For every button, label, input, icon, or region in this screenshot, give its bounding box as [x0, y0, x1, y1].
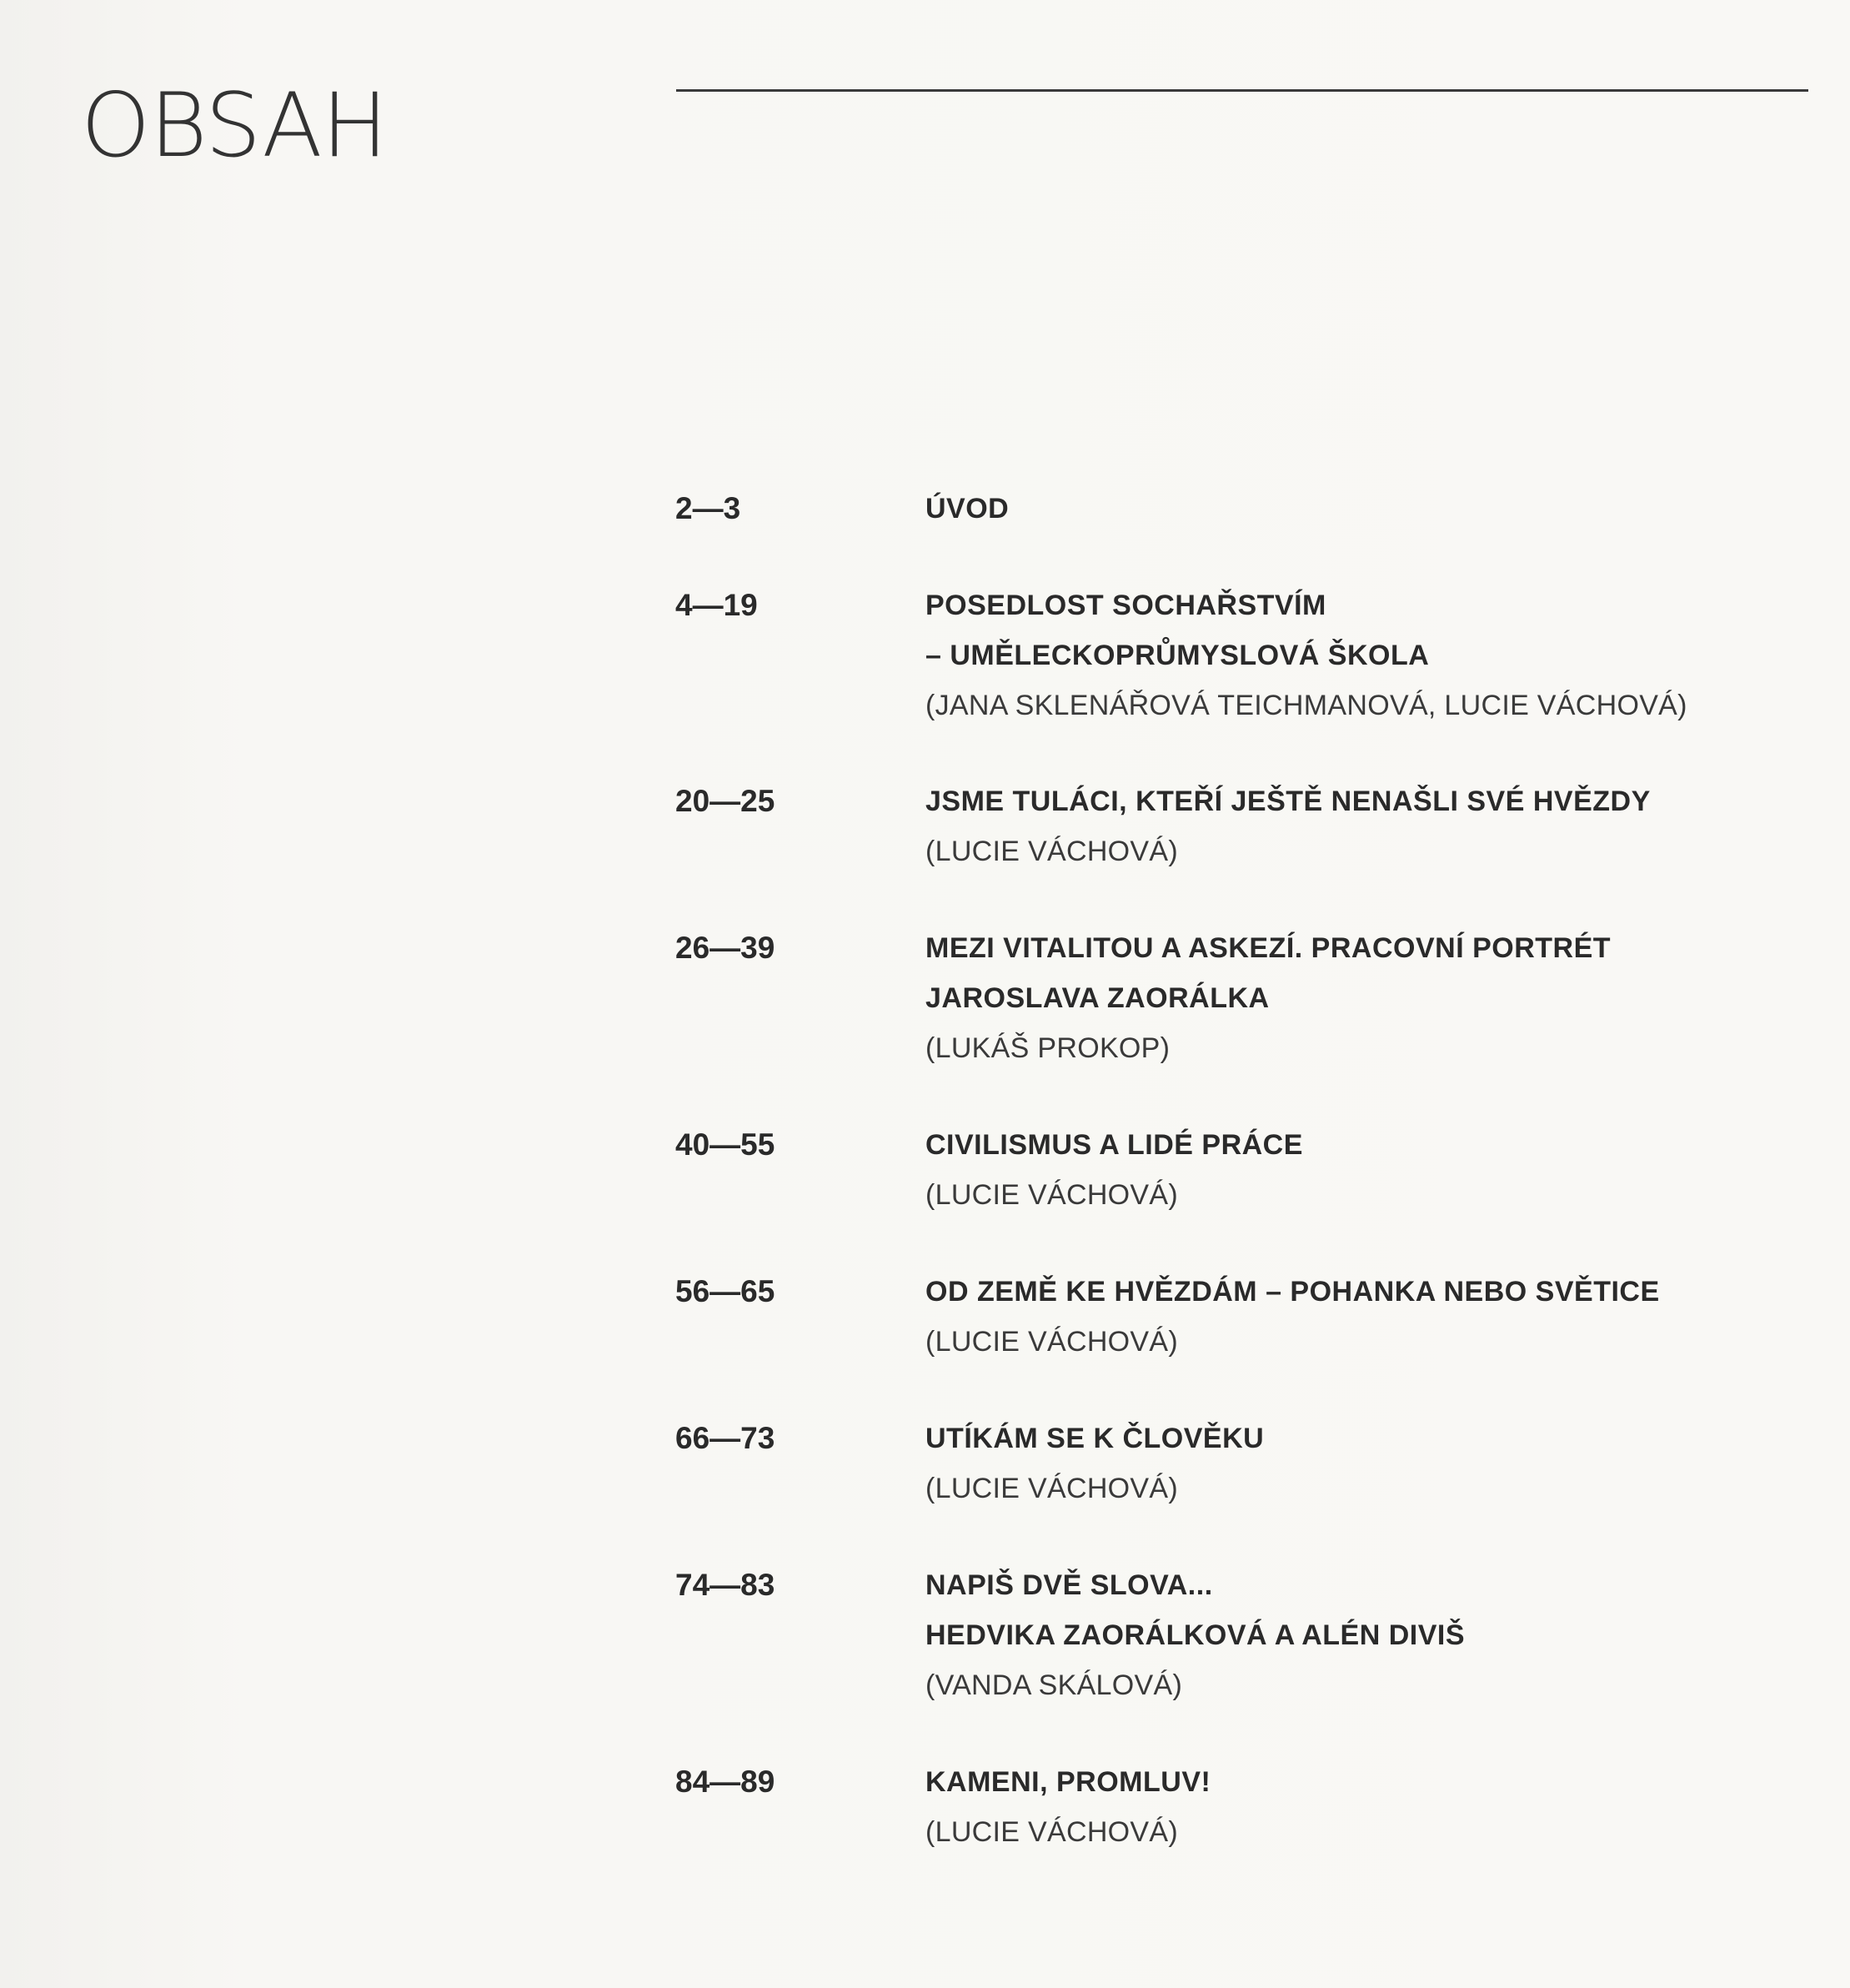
toc-entry-content [925, 580, 1826, 730]
toc-heading: UTÍKÁM SE K ČLOVĚKU [925, 1423, 1265, 1454]
header-rule [676, 89, 1808, 92]
toc-entry[interactable] [675, 923, 1826, 1073]
toc-entry-content [925, 776, 1826, 876]
toc-entry-content [925, 1120, 1826, 1220]
toc-entry[interactable] [675, 1560, 1826, 1710]
toc-heading: CIVILISMUS A LIDÉ PRÁCE [925, 1129, 1303, 1161]
toc-author: (LUCIE VÁCHOVÁ) [925, 1179, 1178, 1211]
toc-heading: POSEDLOST SOCHAŘSTVÍM [925, 590, 1326, 621]
toc-entry[interactable] [675, 1413, 1826, 1514]
page-title: OBSAH [81, 74, 388, 177]
toc-entry-content [925, 1413, 1826, 1514]
toc-page-range: 66—73 [675, 1421, 775, 1455]
toc-author: (LUCIE VÁCHOVÁ) [925, 1326, 1178, 1358]
toc-entry-content [925, 484, 1826, 534]
table-of-contents [675, 484, 1826, 1857]
toc-page-range: 74—83 [675, 1568, 775, 1602]
toc-entry[interactable] [675, 580, 1826, 730]
toc-heading: JSME TULÁCI, KTEŘÍ JEŠTĚ NENAŠLI SVÉ HVĚZDY [925, 786, 1651, 817]
toc-page-range: 40—55 [675, 1127, 775, 1162]
toc-author: (LUCIE VÁCHOVÁ) [925, 1816, 1178, 1848]
toc-entry[interactable] [675, 1267, 1826, 1367]
toc-heading: ÚVOD [925, 493, 1010, 525]
toc-heading: OD ZEMĚ KE HVĚZDÁM – POHANKA NEBO SVĚTICE [925, 1276, 1660, 1308]
toc-entry-content [925, 1267, 1826, 1367]
toc-entry[interactable] [675, 484, 1826, 534]
toc-author: (VANDA SKÁLOVÁ) [925, 1669, 1183, 1701]
toc-author: (JANA SKLENÁŘOVÁ TEICHMANOVÁ, LUCIE VÁCHOVÁ) [925, 690, 1687, 721]
toc-entry-content [925, 923, 1826, 1073]
toc-author: (LUKÁŠ PROKOP) [925, 1032, 1171, 1064]
toc-page-range: 26—39 [675, 931, 775, 965]
toc-heading: KAMENI, PROMLUV! [925, 1766, 1211, 1798]
toc-page-range: 4—19 [675, 588, 758, 622]
toc-heading: HEDVIKA ZAORÁLKOVÁ A ALÉN DIVIŠ [925, 1619, 1466, 1651]
toc-heading: – UMĚLECKOPRŮMYSLOVÁ ŠKOLA [925, 640, 1430, 671]
toc-entry[interactable] [675, 1120, 1826, 1220]
toc-page-range: 20—25 [675, 784, 775, 818]
toc-author: (LUCIE VÁCHOVÁ) [925, 1473, 1178, 1504]
toc-page-range: 84—89 [675, 1765, 775, 1799]
toc-entry-content [925, 1757, 1826, 1857]
toc-heading: MEZI VITALITOU A ASKEZÍ. PRACOVNÍ PORTRÉT [925, 932, 1612, 964]
toc-page-range: 56—65 [675, 1274, 775, 1308]
toc-heading: JAROSLAVA ZAORÁLKA [925, 982, 1270, 1014]
toc-page-range: 2—3 [675, 491, 741, 525]
toc-entry[interactable] [675, 1757, 1826, 1857]
toc-heading: NAPIŠ DVĚ SLOVA... [925, 1569, 1213, 1601]
toc-author: (LUCIE VÁCHOVÁ) [925, 836, 1178, 867]
toc-entry[interactable] [675, 776, 1826, 876]
toc-entry-content [925, 1560, 1826, 1710]
